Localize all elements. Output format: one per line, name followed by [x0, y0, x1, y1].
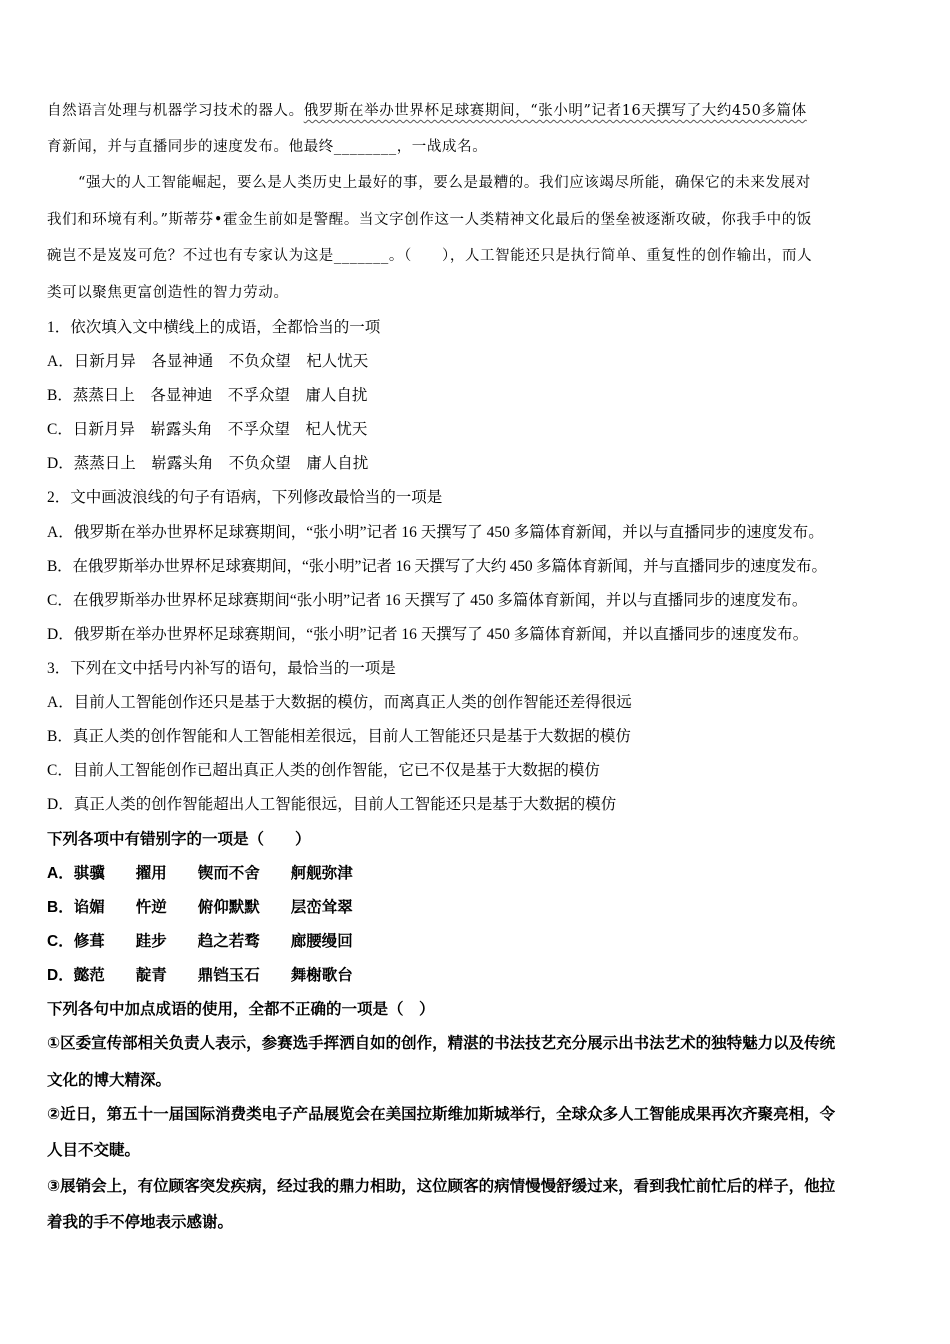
question-1-option-a: A．日新月异 各显神通 不负众望 杞人忧天	[47, 353, 369, 370]
question-5-stem: 下列各句中加点成语的使用，全都不正确的一项是（ ）	[47, 1001, 435, 1018]
question-4-option-d: D．懿范 靛青 鼎铛玉石 舞榭歌台	[47, 967, 353, 984]
question-3-option-c: C．目前人工智能创作已超出真正人类的创作智能，它已不仅是基于大数据的模仿	[47, 762, 600, 779]
question-3-option-a: A．目前人工智能创作还只是基于大数据的模仿，而离真正人类的创作智能还差得很远	[47, 694, 632, 711]
question-2-option-c: C．在俄罗斯举办世界杯足球赛期间“张小明”记者 16 天撰写了 450 多篇体育新闻，并以与直播同步的速度发布。	[47, 592, 808, 609]
question-5-sentence-2: ②近日，第五十一届国际消费类电子产品展览会在美国拉斯维加斯城举行，全球众多人工智能成果再次齐聚亮相，令	[47, 1106, 836, 1123]
question-1-option-b: B．蒸蒸日上 各显神迪 不孚众望 庸人自扰	[47, 387, 368, 404]
question-2-option-b: B．在俄罗斯举办世界杯足球赛期间，“张小明”记者 16 天撰写了大约 450 多篇体育新闻，并与直播同步的速度发布。	[47, 558, 827, 575]
question-5-sentence-3-cont: 着我的手不停地表示感谢。	[47, 1214, 234, 1231]
question-4-stem: 下列各项中有错别字的一项是（ ）	[47, 831, 311, 848]
question-2-option-d: D．俄罗斯在举办世界杯足球赛期间，“张小明”记者 16 天撰写了 450 多篇体育新闻，并以直播同步的速度发布。	[47, 626, 809, 643]
question-4-option-a: A．骐骥 擢用 锲而不舍 舸舰弥津	[47, 865, 353, 882]
passage-line-1-start: 自然语言处理与机器学习技术的器人。	[47, 103, 304, 119]
question-3-stem: 3．下列在文中括号内补写的语句，最恰当的一项是	[47, 660, 396, 677]
wavy-underlined-sentence: 俄罗斯在举办世界杯足球赛期间，“张小明”记者16天撰写了大约450多篇体	[303, 103, 807, 119]
question-4-option-b: B．谄媚 忤逆 俯仰默默 层峦耸翠	[47, 899, 353, 916]
passage-line-5: 碗岂不是岌岌可危？不过也有专家认为这是_______。（ ），人工智能还只是执行简单、重复性的创作输出，而人	[47, 248, 813, 264]
passage-line-3: “强大的人工智能崛起，要么是人类历史上最好的事，要么是最糟的。我们应该竭尽所能，确保它的未来发展对	[78, 175, 811, 191]
question-5-sentence-1: ①区委宣传部相关负责人表示，参赛选手挥洒自如的创作，精湛的书法技艺充分展示出书法艺术的独特魅力以及传统	[47, 1035, 836, 1052]
question-5-sentence-1-cont: 文化的博大精深。	[47, 1072, 172, 1089]
question-1-stem: 1．依次填入文中横线上的成语，全都恰当的一项	[47, 319, 381, 336]
question-1-option-c: C．日新月异 崭露头角 不孚众望 杞人忧天	[47, 421, 368, 438]
question-3-option-b: B．真正人类的创作智能和人工智能相差很远，目前人工智能还只是基于大数据的模仿	[47, 728, 631, 745]
question-5-sentence-2-cont: 人目不交睫。	[47, 1142, 141, 1159]
passage-line-2: 育新闻，并与直播同步的速度发布。他最终________，一战成名。	[47, 139, 488, 155]
question-2-stem: 2．文中画波浪线的句子有语病，下列修改最恰当的一项是	[47, 489, 443, 506]
question-3-option-d: D．真正人类的创作智能超出人工智能很远，目前人工智能还只是基于大数据的模仿	[47, 796, 617, 813]
question-2-option-a: A．俄罗斯在举办世界杯足球赛期间，“张小明”记者 16 天撰写了 450 多篇体育新闻，并以与直播同步的速度发布。	[47, 524, 824, 541]
question-4-option-c: C．修葺 跬步 趋之若骛 廊腰缦回	[47, 933, 353, 950]
passage-line-6: 类可以聚焦更富创造性的智力劳动。	[47, 285, 289, 301]
passage-line-4: 我们和环境有利。”斯蒂芬•霍金生前如是警醒。当文字创作这一人类精神文化最后的堡垒被逐渐攻破，你我手中的饭	[47, 212, 812, 228]
passage-line-1	[47, 99, 807, 123]
question-1-option-d: D．蒸蒸日上 崭露头角 不负众望 庸人自扰	[47, 455, 369, 472]
question-5-sentence-3: ③展销会上，有位顾客突发疾病，经过我的鼎力相助，这位顾客的病情慢慢舒缓过来，看到我忙前忙后的样子，他拉	[47, 1178, 836, 1195]
